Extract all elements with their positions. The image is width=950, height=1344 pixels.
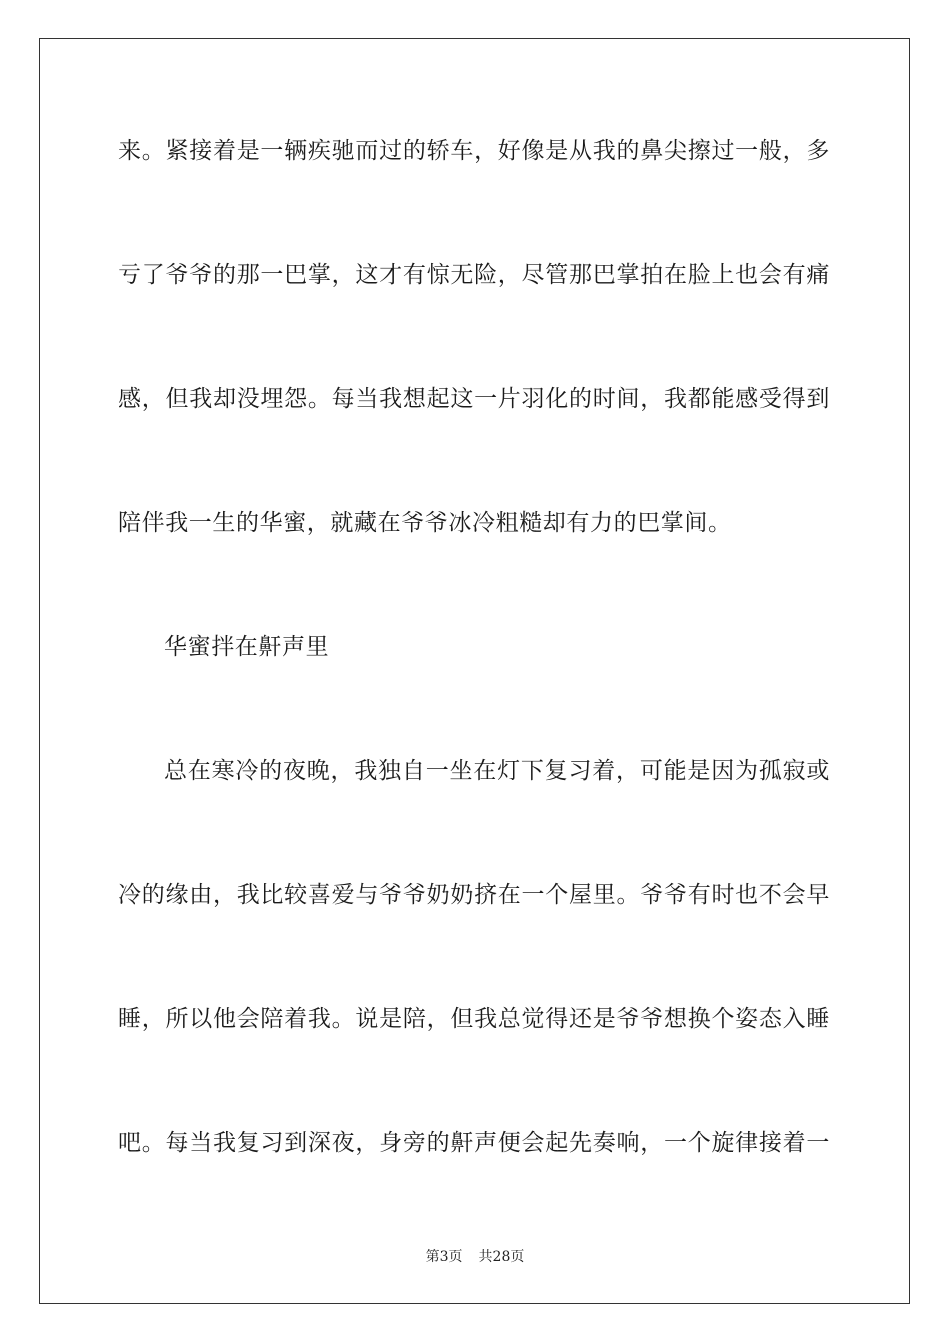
paragraph-line: 陪伴我一生的华蜜，就藏在爷爷冰冷粗糙却有力的巴掌间。 <box>118 510 732 536</box>
paragraph-line: 冷的缘由，我比较喜爱与爷爷奶奶挤在一个屋里。爷爷有时也不会早 <box>118 882 830 908</box>
paragraph-line: 来。紧接着是一辆疾驰而过的轿车，好像是从我的鼻尖擦过一般，多 <box>118 138 830 164</box>
page-footer <box>0 1248 950 1266</box>
page-border <box>39 38 910 1304</box>
paragraph-line: 睡，所以他会陪着我。说是陪，但我总觉得还是爷爷想换个姿态入睡 <box>118 1006 830 1032</box>
paragraph-line: 感，但我却没埋怨。每当我想起这一片羽化的时间，我都能感受得到 <box>118 386 830 412</box>
page-total: 共28页 <box>478 1249 525 1265</box>
paragraph-line: 总在寒冷的夜晚，我独自一坐在灯下复习着，可能是因为孤寂或 <box>164 758 830 784</box>
paragraph-line: 吧。每当我复习到深夜，身旁的鼾声便会起先奏响，一个旋律接着一 <box>118 1130 830 1156</box>
paragraph-line: 亏了爷爷的那一巴掌，这才有惊无险，尽管那巴掌拍在脸上也会有痛 <box>118 262 830 288</box>
page-number: 第3页 <box>425 1249 463 1265</box>
section-heading: 华蜜拌在鼾声里 <box>164 634 330 660</box>
